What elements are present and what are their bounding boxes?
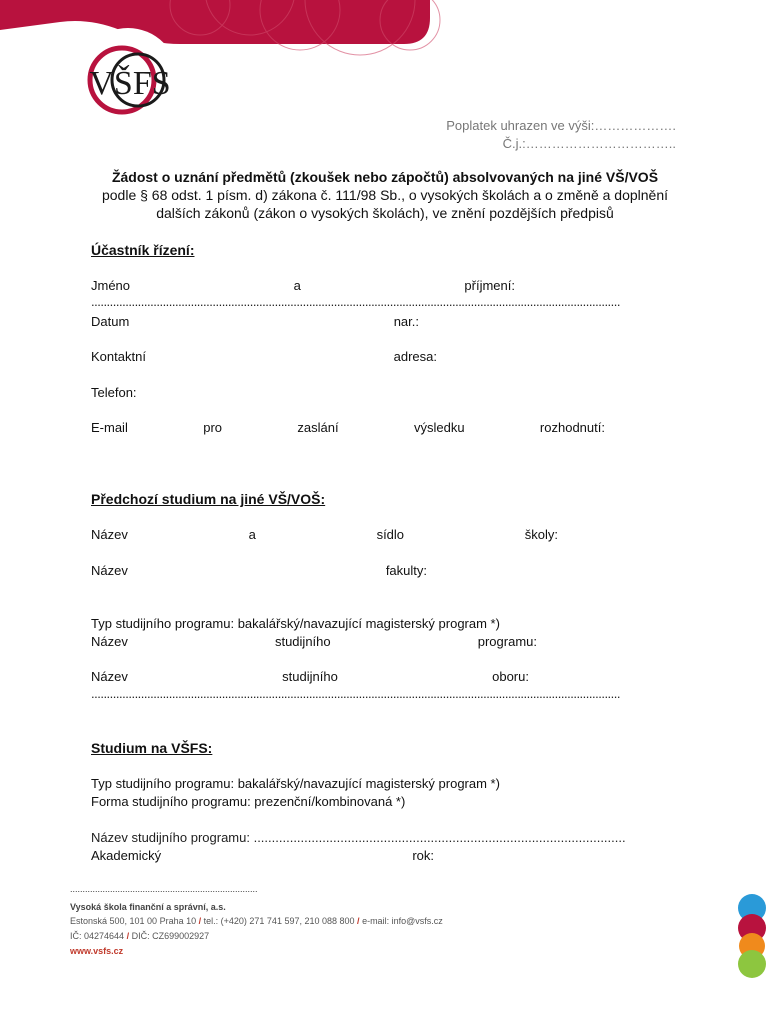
org-phone: tel.: (+420) 271 741 597, 210 088 800 (203, 916, 355, 926)
logo-text: VŠFS (89, 65, 171, 102)
label-word: adresa: (393, 349, 437, 364)
previous-field-name-label[interactable] (91, 669, 675, 684)
name-dotted-line[interactable]: .......................................................................................................................................................................... (91, 294, 621, 309)
separator-slash: / (126, 931, 130, 941)
name-field-label[interactable] (91, 278, 675, 293)
faculty-field-label[interactable] (91, 563, 675, 578)
label-word: rok: (412, 848, 434, 863)
label-word: Název (91, 634, 128, 649)
previous-program-name-label[interactable] (91, 634, 675, 649)
footer-contact-line (70, 916, 443, 926)
label-word: sídlo (376, 527, 405, 542)
label-word: Kontaktní (91, 349, 146, 364)
title-law-reference: podle § 68 odst. 1 písm. d) zákona č. 111/98 Sb., o vysokých školách a o změně a doplnění (101, 187, 669, 203)
label-word: a (293, 278, 301, 293)
label-word: školy: (524, 527, 558, 542)
academic-year-label[interactable] (91, 848, 675, 863)
separator-slash: / (357, 916, 360, 926)
corner-decoration (728, 892, 768, 982)
address-field-label[interactable] (91, 349, 675, 364)
footer-org-name (70, 902, 226, 912)
org-website-link[interactable]: www.vsfs.cz (70, 946, 124, 956)
label-word: a (248, 527, 256, 542)
label-word: E-mail (91, 420, 128, 435)
label-word: programu: (477, 634, 537, 649)
org-email[interactable]: e-mail: info@vsfs.cz (362, 916, 443, 926)
vsfs-logo (86, 40, 176, 120)
label-word: Datum (91, 314, 130, 329)
fee-paid-line: Poplatek uhrazen ve výši:………………. (446, 118, 676, 133)
school-field-label[interactable] (91, 527, 675, 542)
label-word: příjmení: (464, 278, 515, 293)
org-ic: IČ: 04274644 (70, 931, 125, 941)
previous-program-type[interactable]: Typ studijního programu: bakalářský/navazující magisterský program *) (91, 616, 500, 631)
section-previous-study: Předchozí studium na jiné VŠ/VOŠ: (91, 491, 326, 507)
org-dic: DIČ: CZ699002927 (131, 931, 210, 941)
footer-dotted-line: ........................................................................... (70, 884, 258, 894)
org-name: Vysoká škola finanční a správní, a.s. (70, 902, 226, 912)
title-law-reference-cont: dalších zákonů (zákon o vysokých školách), ve znění pozdějších předpisů (156, 205, 614, 221)
section-participant: Účastník řízení: (91, 242, 195, 258)
label-word: Název (91, 669, 128, 684)
label-word: výsledku (413, 420, 465, 435)
reference-number-line: Č.j.:…………………………….. (502, 136, 676, 151)
vsfs-program-name-field[interactable]: Název studijního programu: ....................................................................................................... (91, 830, 626, 845)
label-word: studijního (282, 669, 338, 684)
email-field-label[interactable] (91, 420, 675, 435)
label-word: pro (203, 420, 223, 435)
label-word: studijního (274, 634, 331, 649)
label-word: oboru: (492, 669, 529, 684)
label-word: fakulty: (385, 563, 427, 578)
label-word: Název (91, 563, 128, 578)
field-dotted-line[interactable]: .......................................................................................................................................................................... (91, 686, 621, 701)
footer-ids-line (70, 931, 209, 941)
label-word: Jméno (91, 278, 131, 293)
label-word: Akademický (91, 848, 162, 863)
label-word: rozhodnutí: (539, 420, 605, 435)
label-word: nar.: (393, 314, 419, 329)
vsfs-program-type[interactable]: Typ studijního programu: bakalářský/navazující magisterský program *) (91, 776, 500, 791)
birth-date-field-label[interactable] (91, 314, 675, 329)
vsfs-study-form[interactable]: Forma studijního programu: prezenční/kombinovaná *) (91, 794, 406, 809)
org-address: Estonská 500, 101 00 Praha 10 (70, 916, 197, 926)
phone-field-label[interactable]: Telefon: (91, 385, 137, 400)
label-word: Název (91, 527, 128, 542)
label-word: zaslání (297, 420, 339, 435)
title-main: Žádost o uznání předmětů (zkoušek nebo zápočtů) absolvovaných na jiné VŠ/VOŠ (111, 169, 659, 185)
document-title (90, 168, 680, 222)
section-vsfs-study: Studium na VŠFS: (91, 740, 213, 756)
separator-slash: / (198, 916, 202, 926)
